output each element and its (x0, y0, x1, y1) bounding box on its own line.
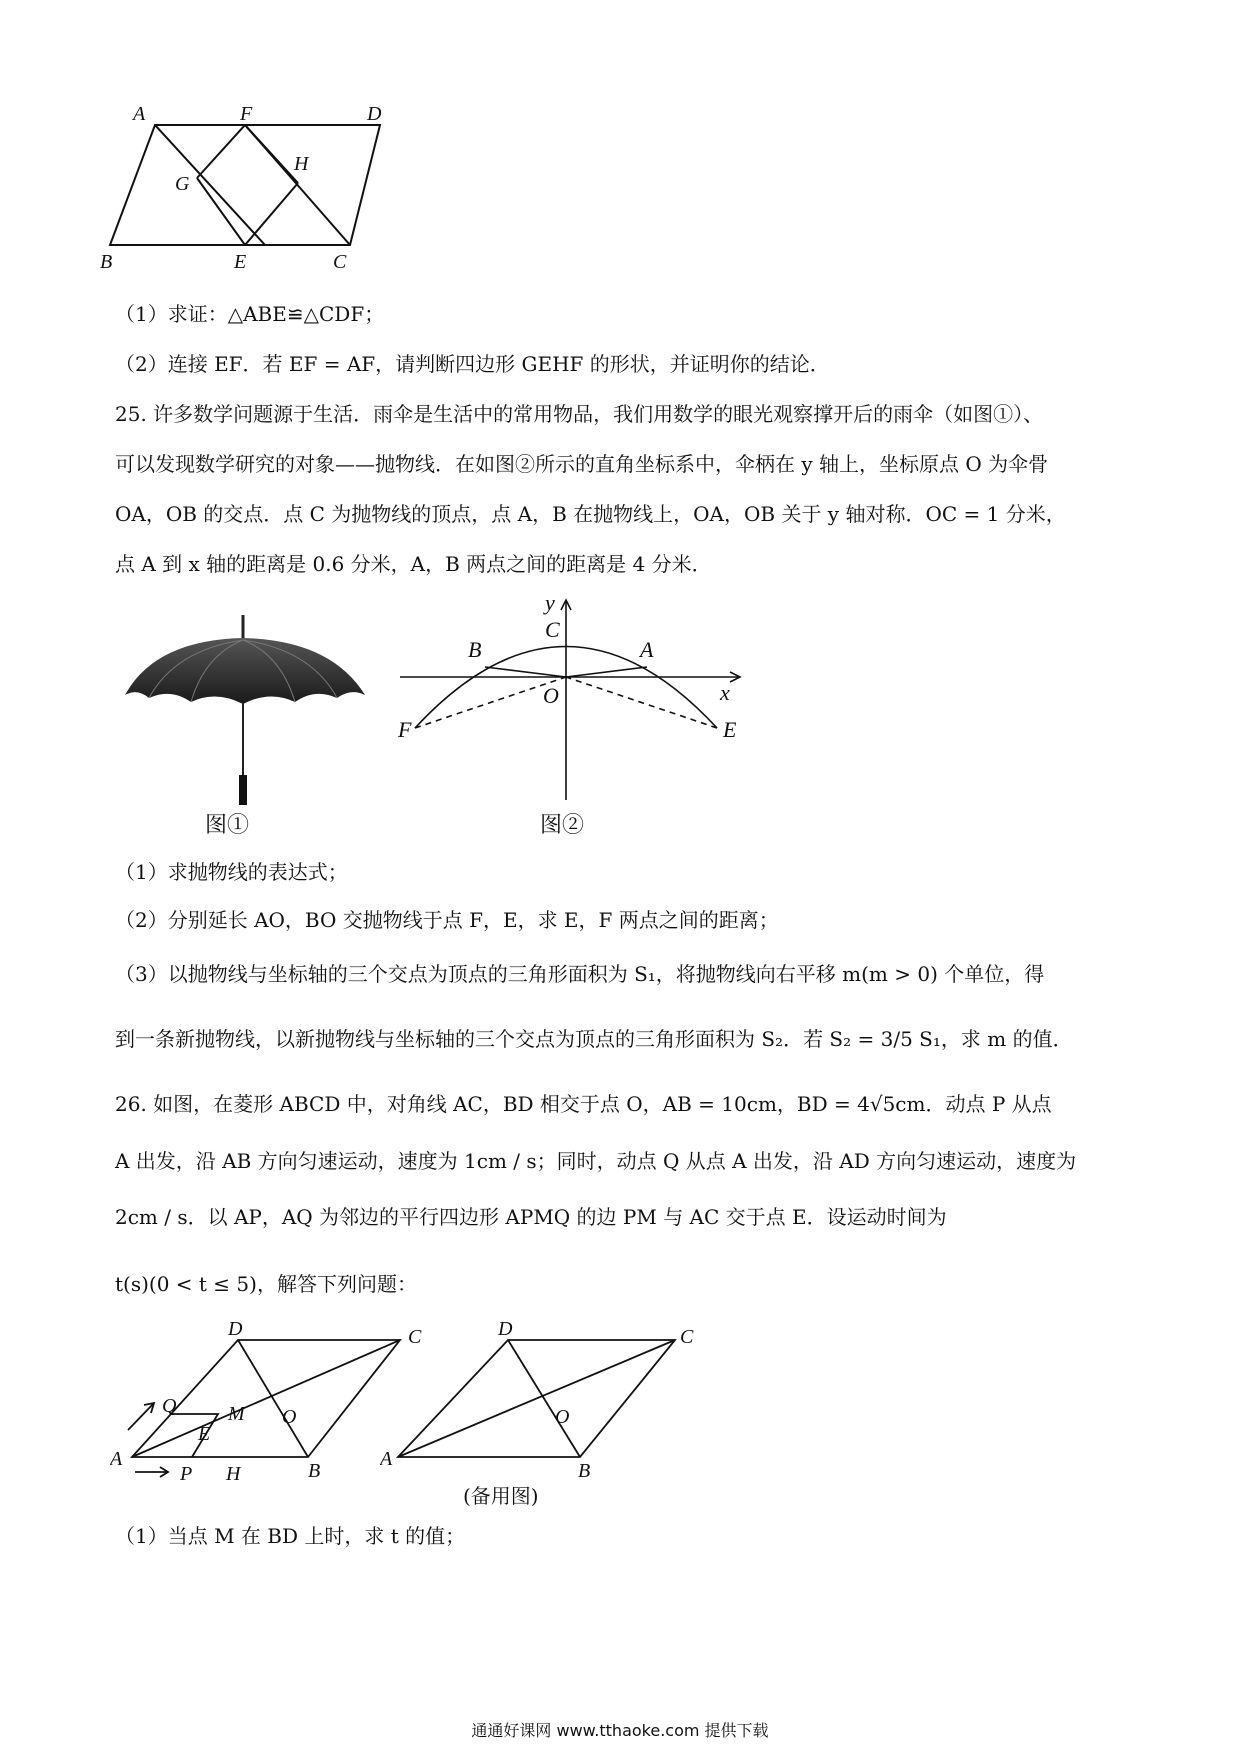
label-O: O (555, 1406, 570, 1428)
label-B: B (468, 637, 482, 662)
label-C: C (545, 617, 560, 642)
label-H: H (294, 153, 309, 175)
q25-text-line2: 可以发现数学研究的对象——抛物线．在如图②所示的直角坐标系中，伞柄在 y 轴上，坐标原点 O 为伞骨 (115, 452, 1049, 476)
label-B: B (578, 1460, 591, 1482)
q25-text-line3: OA，OB 的交点．点 C 为抛物线的顶点，点 A，B 在抛物线上，OA，OB 关于 y 轴对称．OC = 1 分米， (115, 502, 1066, 526)
q26-text-line2: A 出发，沿 AB 方向匀速运动，速度为 1cm / s；同时，动点 Q 从点 A 出发，沿 AD 方向匀速运动，速度为 (115, 1149, 1077, 1173)
q25-text-line4: 点 A 到 x 轴的距离是 0.6 分米，A，B 两点之间的距离是 4 分米． (115, 552, 712, 576)
label-F: F (240, 103, 253, 125)
q25-fig1-caption: 图① (205, 813, 250, 838)
q24-parallelogram-figure (100, 100, 440, 270)
label-A: A (380, 1448, 393, 1470)
q25-text-line1: 25. 许多数学问题源于生活．雨伞是生活中的常用物品，我们用数学的眼光观察撑开后的雨伞（如图①）、 (115, 402, 1044, 426)
label-H: H (226, 1463, 241, 1485)
label-M: M (228, 1403, 245, 1425)
q26-part1: （1）当点 M 在 BD 上时，求 t 的值； (115, 1524, 466, 1548)
q24-part2: （2）连接 EF．若 EF = AF，请判断四边形 GEHF 的形状，并证明你的结论． (115, 352, 830, 376)
q26-text-line3: 2cm / s．以 AP，AQ 为邻边的平行四边形 APMQ 的边 PM 与 AC 交于点 E．设运动时间为 (115, 1205, 947, 1229)
label-D: D (228, 1318, 243, 1340)
q24-part1: （1）求证：△ABE≌△CDF； (115, 302, 385, 326)
label-B: B (100, 251, 113, 270)
label-Q: Q (162, 1395, 177, 1417)
q26-backup-caption: (备用图) (463, 1484, 539, 1508)
page-footer: 通通好课网 www.tthaoke.com 提供下载 (471, 1721, 769, 1740)
label-O: O (543, 683, 559, 708)
q25-part1: （1）求抛物线的表达式； (115, 860, 348, 884)
q25-part2: （2）分别延长 AO，BO 交抛物线于点 F，E，求 E，F 两点之间的距离； (115, 908, 779, 932)
q25-coordinate-figure (390, 595, 750, 805)
label-G: G (175, 173, 190, 195)
axis-x-label: x (720, 680, 730, 705)
label-D: D (367, 103, 382, 125)
axis-y-label: y (545, 595, 555, 615)
label-E: E (198, 1423, 211, 1445)
label-A: A (133, 103, 146, 125)
label-A: A (640, 637, 654, 662)
q26-text-line1: 26. 如图，在菱形 ABCD 中，对角线 AC，BD 相交于点 O，AB = 10cm，BD = 4√5cm．动点 P 从点 (115, 1092, 1052, 1116)
label-F: F (398, 717, 412, 742)
label-C: C (333, 251, 347, 270)
label-D: D (498, 1318, 513, 1340)
q25-part3-line2: 到一条新抛物线，以新抛物线与坐标轴的三个交点为顶点的三角形面积为 S₂．若 S₂ = 3/5 S₁，求 m 的值． (115, 1027, 1073, 1051)
label-C: C (680, 1326, 694, 1348)
label-B: B (308, 1460, 321, 1482)
q26-backup-rhombus-figure (380, 1315, 710, 1485)
label-E: E (234, 251, 247, 270)
q25-part3-line1: （3）以抛物线与坐标轴的三个交点为顶点的三角形面积为 S₁，将抛物线向右平移 m(m > 0) 个单位，得 (115, 962, 1045, 986)
label-A: A (110, 1448, 123, 1470)
label-O: O (282, 1406, 297, 1428)
label-E: E (723, 717, 737, 742)
label-C: C (408, 1326, 422, 1348)
label-P: P (180, 1463, 193, 1485)
umbrella-image (115, 610, 375, 810)
q25-fig2-caption: 图② (540, 813, 585, 838)
q26-text-line4: t(s)(0 < t ≤ 5)，解答下列问题： (115, 1272, 417, 1296)
